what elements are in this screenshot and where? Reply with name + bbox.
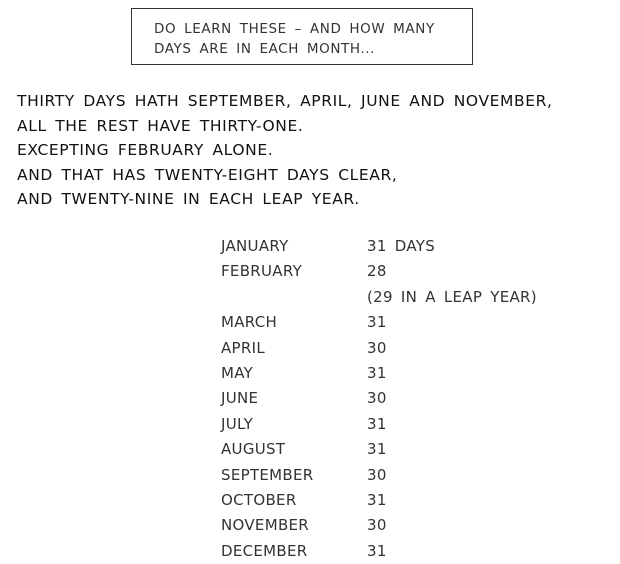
- month-name: SEPTEMBER: [221, 465, 314, 484]
- month-row-august: [221, 437, 537, 462]
- month-days: 31: [367, 313, 387, 332]
- month-row-july: [221, 412, 537, 437]
- month-days: 31: [367, 414, 387, 433]
- poem-line: AND THAT HAS TWENTY-EIGHT DAYS CLEAR,: [17, 165, 398, 184]
- month-days: 31: [367, 541, 387, 560]
- month-days: 30: [367, 338, 387, 357]
- month-days: 31: [367, 490, 387, 509]
- month-days: 31: [367, 440, 387, 459]
- poem-line: EXCEPTING FEBRUARY ALONE.: [17, 141, 274, 159]
- month-row-february: [221, 259, 537, 284]
- month-name: MAY: [221, 363, 254, 382]
- month-name: FEBRUARY: [221, 262, 303, 281]
- months-days-list: [221, 234, 537, 564]
- month-row-june: [221, 386, 537, 411]
- month-name: JANUARY: [221, 237, 289, 255]
- month-name: NOVEMBER: [221, 516, 310, 535]
- poem-block: [17, 89, 553, 212]
- month-days: 31: [367, 363, 387, 382]
- callout-line-2: DAYS ARE IN EACH MONTH...: [154, 41, 376, 57]
- month-name: APRIL: [221, 338, 266, 357]
- month-row-february-leap-note: [221, 285, 537, 310]
- poem-line: AND TWENTY-NINE IN EACH LEAP YEAR.: [17, 190, 360, 208]
- month-row-january: [221, 234, 537, 259]
- month-name: AUGUST: [221, 440, 286, 459]
- month-name: MARCH: [221, 313, 278, 332]
- month-row-october: [221, 488, 537, 513]
- month-row-march: [221, 310, 537, 335]
- poem-line: ALL THE REST HAVE THIRTY-ONE.: [17, 116, 304, 135]
- poem-line: THIRTY DAYS HATH SEPTEMBER, APRIL, JUNE AND NOVEMBER,: [17, 92, 553, 110]
- month-name: JUNE: [221, 389, 259, 408]
- month-row-december: [221, 539, 537, 564]
- month-days: 30: [367, 516, 387, 535]
- month-days: 28: [367, 262, 387, 281]
- month-name: DECEMBER: [221, 541, 308, 560]
- month-days: 30: [367, 389, 387, 408]
- month-row-april: [221, 336, 537, 361]
- leap-year-note: (29 IN A LEAP YEAR): [367, 287, 537, 306]
- month-days: 31 DAYS: [367, 237, 436, 255]
- month-row-september: [221, 463, 537, 488]
- month-row-may: [221, 361, 537, 386]
- month-row-november: [221, 513, 537, 538]
- month-days: 30: [367, 465, 387, 484]
- month-name: JULY: [221, 414, 254, 433]
- callout-line-1: DO LEARN THESE – AND HOW MANY: [154, 21, 435, 37]
- instruction-callout-box: [131, 8, 473, 65]
- month-name: OCTOBER: [221, 490, 297, 509]
